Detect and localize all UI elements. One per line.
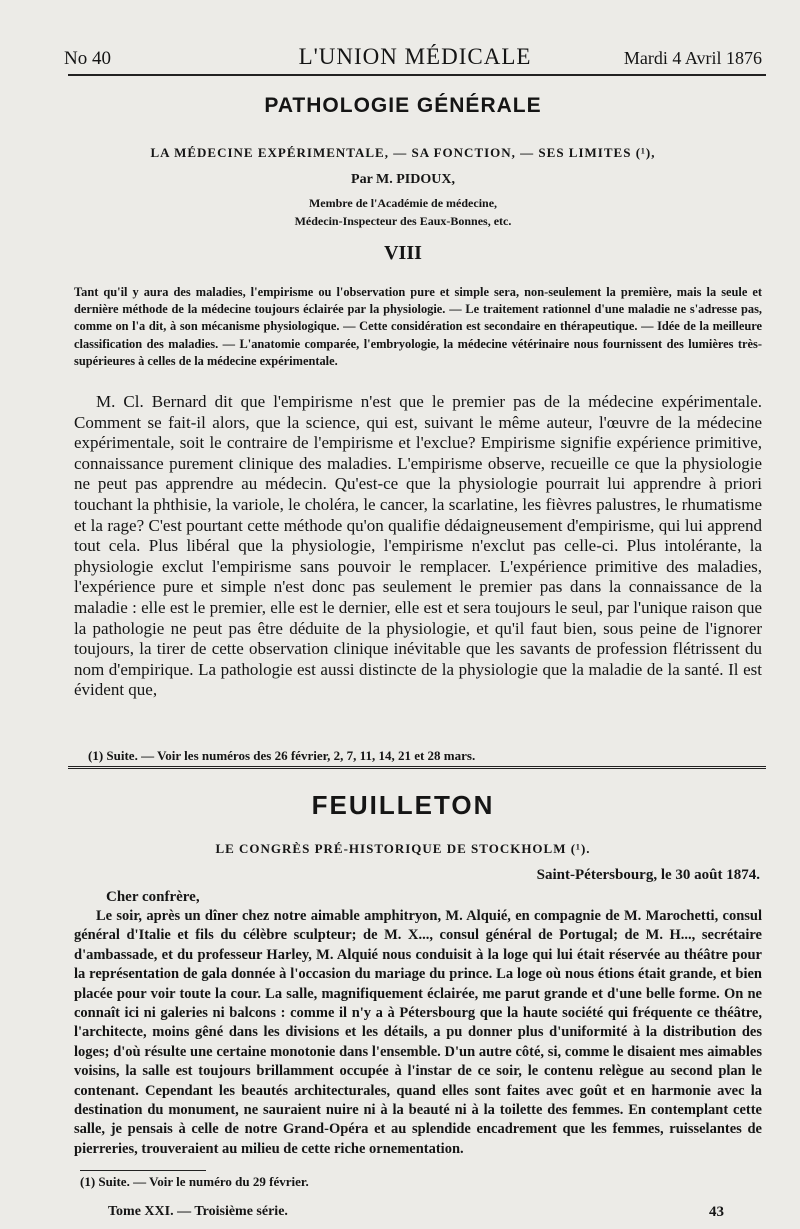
author-role: Médecin-Inspecteur des Eaux-Bonnes, etc.: [294, 214, 512, 228]
article-body: M. Cl. Bernard dit que l'empirisme n'est que le premier pas de la médecine expérimentale. Comment se fait-il alors, que la science, qui est, suivant le même auteur, l'œuvre de la médecine expérimentale, soit le contraire de l'empirisme et l'exclue? Empirisme signifie expérience primitive, connaissance purement clinique des maladies. L'empirisme observe, recueille ce que la physiologie ne peut pas apprendre au médecin. Qu'est-ce que la physiologie pourrait lui apprendre à priori touchant la phthisie, la variole, le choléra, le cancer, la scarlatine, les fièvres palustres, le rhumatisme et la rage? C'est pourtant cette méthode qu'on qualifie dédaigneusement d'empirisme, qui lui apprend tout cela. Plus libéral que la physiologie, l'empirisme n'exclut pas celle-ci. Plus intolérante, la physiologie exclut l'empirisme sans pouvoir le remplacer. L'expérience primitive des maladies, l'expérience pure et simple n'est donc pas seulement le premier pas dans la connaissance de la maladie : elle est le premier, elle est le dernier, elle est et sera toujours le seul, par l'unique raison que la pathologie ne peut pas être déduite de la physiologie, et qu'il faut bien, sous peine de l'ignorer toujours, la tirer de cette observation clinique inévitable que les savants de profession flétrissent du nom d'empirique. La pathologie est aussi distincte de la physiologie que la maladie de la santé. Il est évident que,: [74, 392, 762, 700]
author-role: Membre de l'Académie de médecine,: [308, 196, 498, 210]
article-summary: Tant qu'il y aura des maladies, l'empirisme ou l'observation pure et simple sera, non-seulement la première, mais la seule et dernière méthode de la médecine toujours éclairée par la physiologie. — Le traitement rationnel d'une maladie ne s'adresse pas, comme on l'a dit, à son mécanisme physiologique. — Cette considération est secondaire en thérapeutique. — Idée de la meilleure classification des maladies. — L'anatomie comparée, l'embryologie, la médecine vétérinaire nous fournissent des lumières très-supérieures à celles de la médecine expérimentale.: [74, 285, 762, 368]
feuilleton-subtitle: LE CONGRÈS PRÉ-HISTORIQUE DE STOCKHOLM (¹).: [215, 841, 591, 856]
greeting: Cher confrère,: [106, 889, 200, 905]
issue-date: Mardi 4 Avril 1876: [623, 48, 762, 68]
volume-info: Tome XXI. — Troisième série.: [108, 1204, 288, 1219]
header-rule: [68, 74, 766, 76]
page-number: 43: [709, 1204, 724, 1220]
article-title: LA MÉDECINE EXPÉRIMENTALE, — SA FONCTION, — SES LIMITES (¹),: [150, 145, 656, 160]
journal-title: L'UNION MÉDICALE: [298, 44, 532, 69]
newspaper-page: [40, 14, 766, 1219]
feuilleton-title: FEUILLETON: [311, 790, 495, 820]
feuilleton-body: Le soir, après un dîner chez notre aimable amphitryon, M. Alquié, en compagnie de M. Marochetti, consul général d'Italie et fils du célèbre sculpteur; de M. X..., consul général de Portugal; de M. H..., secrétaire d'ambassade, et du professeur Harley, M. Alquié nous conduisit à la loge qui lui était réservée au théâtre pour la représentation de gala donnée à l'occasion du mariage du prince. La loge où nous étions était grande, et bien placée pour voir toute la cour. La salle, magnifiquement éclairée, me parut grande et d'une belle forme. On ne connaît ici ni galeries ni balcons : comme il n'y a à Pétersbourg que la haute société qui fréquente ce théâtre, l'architecte, moins gêné dans les divisions et les détails, a pu donner plus d'uniformité à la distribution des loges; d'où résulte une certaine monotonie dans l'ensemble. D'un autre côté, si, comme le disaient mes aimables voisins, la salle est toujours brillamment occupée à l'instar de ce soir, le contenu relègue au second plan le contenant. Cependant les beautés architecturales, quand elles sont faites avec goût et en harmonie avec la destination du monument, ne sauraient nuire ni à la beauté ni à la toilette des femmes. En contemplant cette salle, je pensais à celle de notre Grand-Opéra et au splendide encadrement que les femmes, ruisselantes de pierreries, trouveraient au milieu de cette riche ornementation.: [74, 908, 762, 1157]
place-date: Saint-Pétersbourg, le 30 août 1874.: [536, 867, 760, 883]
page-header: [64, 40, 766, 72]
feuilleton-footnote: (1) Suite. — Voir le numéro du 29 février.: [80, 1174, 309, 1189]
article-footnote: (1) Suite. — Voir les numéros des 26 février, 2, 7, 11, 14, 21 et 28 mars.: [88, 748, 476, 763]
feuilleton-rule: [68, 766, 766, 772]
author-line: Par M. PIDOUX,: [351, 172, 455, 187]
issue-number: No 40: [64, 48, 111, 69]
part-number: VIII: [384, 242, 422, 264]
section-title: PATHOLOGIE GÉNÉRALE: [264, 94, 542, 117]
footnote-rule: [80, 1170, 206, 1171]
